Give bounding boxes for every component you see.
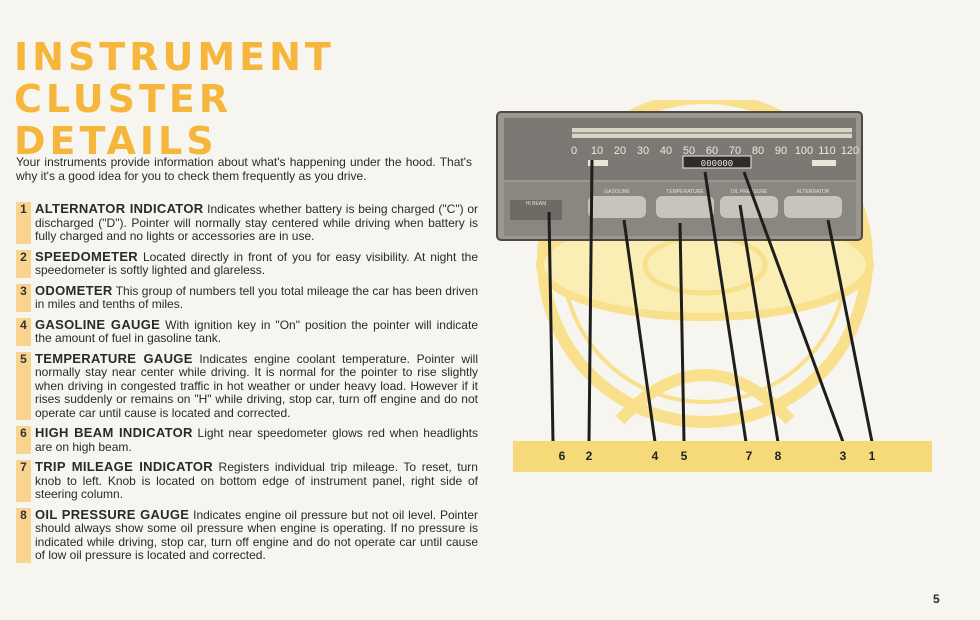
item-number: 2 [16, 250, 31, 278]
speedo-tick-label: 50 [682, 145, 696, 157]
odometer-digits: 000000 [700, 159, 734, 169]
item-text: Registers individual trip mileage. To reset, turn knob to left. Knob is located on bottom edge of instrument panel, right side of steering column. [35, 460, 478, 501]
callout-number: 7 [745, 449, 753, 463]
item-text: This group of numbers tell you total mileage the car has been driven in miles and tenths of miles. [35, 283, 478, 311]
list-item [16, 460, 478, 502]
item-number: 4 [16, 318, 31, 346]
speedo-tick-label: 10 [590, 145, 604, 157]
page-number: 5 [933, 592, 940, 606]
callout-number: 5 [680, 449, 688, 463]
list-item [16, 352, 478, 421]
gauge-label-temperature: TEMPERATURE [666, 189, 704, 195]
gauge-label-gasoline: GASOLINE [604, 189, 630, 195]
title-line-3: DETAILS [14, 119, 218, 163]
callout-number: 1 [868, 449, 876, 463]
item-number: 7 [16, 460, 31, 502]
item-body [31, 250, 478, 278]
list-item [16, 426, 478, 454]
item-body [31, 284, 478, 312]
page-title [14, 36, 335, 162]
item-body [31, 460, 478, 502]
item-heading: GASOLINE GAUGE [35, 316, 161, 332]
item-heading: TRIP MILEAGE INDICATOR [35, 459, 213, 474]
item-heading: HIGH BEAM INDICATOR [35, 425, 193, 440]
item-heading: TEMPERATURE GAUGE [35, 350, 193, 366]
gauge-label-hi-beam: HI BEAM [525, 201, 547, 207]
item-number: 8 [16, 508, 31, 563]
item-body [31, 426, 478, 454]
list-item [16, 250, 478, 278]
item-heading: ALTERNATOR INDICATOR [35, 201, 204, 216]
gauge-label-oil-pressure: OIL PRESSURE [730, 189, 768, 195]
callout-number: 4 [651, 449, 659, 463]
gauge-label-alternator: ALTERNATOR [796, 189, 830, 195]
item-heading: SPEEDOMETER [35, 248, 138, 264]
speedo-tick-label: 20 [613, 145, 627, 157]
item-number: 3 [16, 284, 31, 312]
speedo-tick-label: 110 [818, 145, 836, 157]
item-text: With ignition key in "On" position the pointer will indicate the amount of fuel in gasoline tank. [35, 317, 478, 345]
item-body [31, 318, 478, 346]
item-number: 6 [16, 426, 31, 454]
item-text: Indicates engine coolant temperature. Pointer will normally stay near center while driving. It is normal for the pointer to rise slightly when driving in congested traffic in hot weather or under heavy load. However if it rises suddenly or remains on "H" while driving, stop car, turn off engine and do not operate car until cause is located and corrected. [35, 351, 478, 420]
speedo-tick-label: 0 [570, 145, 578, 157]
speedo-tick-label: 100 [794, 145, 814, 157]
speedo-tick-label: 90 [774, 145, 788, 157]
callout-number: 8 [774, 449, 782, 463]
list-item [16, 284, 478, 312]
list-item [16, 202, 478, 244]
speedo-tick-label: 30 [636, 145, 650, 157]
callout-number: 3 [839, 449, 847, 463]
item-heading: OIL PRESSURE GAUGE [35, 506, 190, 522]
item-text: Located directly in front of you for easy visibility. At night the speedometer is softly lighted and glareless. [35, 249, 478, 277]
item-text: Indicates whether battery is being charged ("C") or discharged ("D"). Pointer will normally stay centered while driving when battery is fully charged and no lights or accessories are in use. [35, 202, 478, 243]
speedo-tick-label: 120 [840, 145, 860, 157]
instrument-cluster-illustration [490, 100, 940, 490]
intro-paragraph: Your instruments provide information about what's happening under the hood. That's why it's a good idea for you to check them frequently as you drive. [16, 155, 472, 183]
item-list [16, 202, 478, 569]
callout-number: 2 [585, 449, 593, 463]
item-text: Indicates engine oil pressure but not oil level. Pointer should always show some oil pressure when engine is operating. If no pressure is indicated while driving, stop car, turn off engine and do not operate car until cause of low oil pressure is located and corrected. [35, 507, 478, 562]
list-item [16, 318, 478, 346]
speedo-tick-label: 70 [728, 145, 742, 157]
item-body [31, 202, 478, 244]
item-number: 1 [16, 202, 31, 244]
callout-number: 6 [558, 449, 566, 463]
item-heading: ODOMETER [35, 282, 113, 298]
title-line-1: INSTRUMENT [14, 35, 335, 79]
item-text: Light near speedometer glows red when headlights are on high beam. [35, 426, 478, 454]
item-body [31, 352, 478, 421]
speedo-tick-label: 80 [751, 145, 765, 157]
item-number: 5 [16, 352, 31, 421]
cluster-housing [497, 112, 862, 240]
title-line-2: CLUSTER [14, 77, 233, 121]
speedo-tick-label: 60 [705, 145, 719, 157]
item-body [31, 508, 478, 563]
speedo-tick-label: 40 [659, 145, 673, 157]
list-item [16, 508, 478, 563]
